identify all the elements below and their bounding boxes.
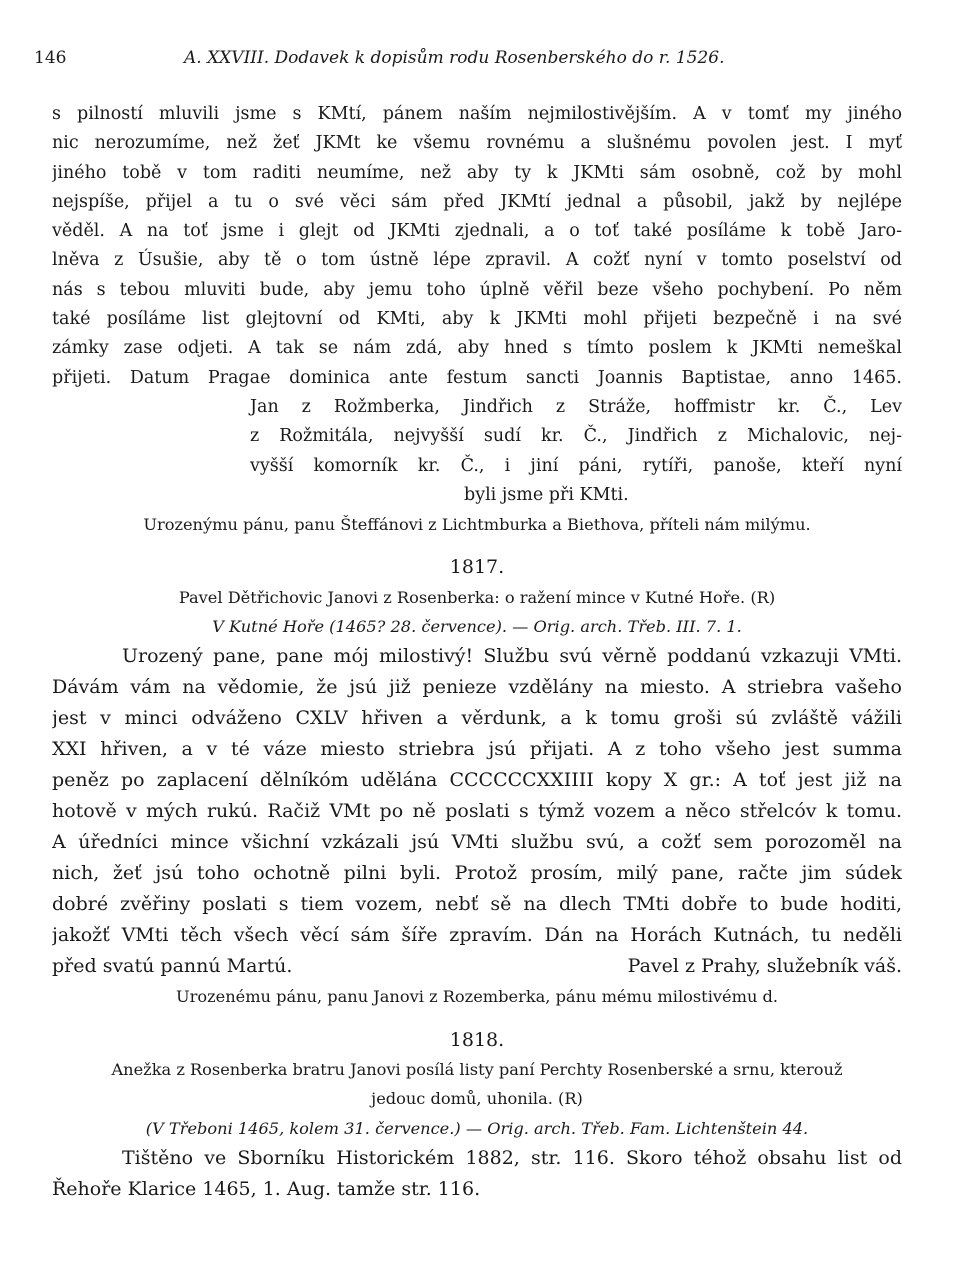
- text-line: jest v minci odváženo CXLV hřiven a věrdunk, a k tomu groši sú zvláště vážili: [52, 707, 902, 730]
- text-line: také posíláme list glejtovní od KMti, aby k JKMti mohl přijeti bezpečně i na své: [52, 309, 902, 330]
- document-summary: Pavel Dětřichovic Janovi z Rosenberka: o ražení mince v Kutné Hoře. (R): [178, 587, 776, 607]
- letter-address: Urozenému pánu, panu Janovi z Rozemberka, pánu mému milostivému d.: [175, 987, 779, 1007]
- page-body: [52, 100, 902, 1205]
- signature-line: Jan z Rožmberka, Jindřich z Stráže, hoffmistr kr. Č., Lev: [250, 396, 902, 417]
- document-number: 1818.: [449, 1028, 505, 1051]
- closing-text: před svatú pannú Martú.: [52, 955, 293, 978]
- text-line: zámky zase odjeti. A tak se nám zdá, aby hned s tímto poslem k JKMti nemeškal: [52, 338, 902, 359]
- text-line: XXI hřiven, a v té váze miesto striebra jsú přijati. A z toho všeho jest summa: [52, 738, 902, 761]
- page-number: 146: [34, 48, 67, 68]
- text-line: dobré zvěřiny poslati s tiem vozem, nebť sě na dlech TMti dobře to bude hoditi,: [52, 893, 902, 916]
- text-line: Řehoře Klarice 1465, 1. Aug. tamže str. 116.: [52, 1177, 481, 1200]
- text-line: nás s tebou mluviti bude, aby jemu toho úplně věřil beze všeho pochybení. Po něm: [52, 279, 902, 300]
- text-line: jiného tobě v tom raditi neumíme, než aby ty k JKMti sám osobně, což by mohl: [52, 162, 902, 183]
- text-line: nic nerozumíme, než žeť JKMt ke všemu rovnému a slušnému povolen jest. I myť: [52, 133, 902, 154]
- signature-line: z Rožmitála, nejvyšší sudí kr. Č., Jindřich z Michalovic, nej-: [250, 426, 902, 447]
- document-1818: [52, 1026, 902, 1205]
- signature-line: vyšší komorník kr. Č., i jiní páni, rytíři, panoše, kteří nyní: [250, 455, 902, 476]
- text-line: Dávám vám na vědomie, že jsú již penieze vzdělány na miesto. A striebra vašeho: [52, 676, 902, 699]
- text-line: peněz po zaplacení dělníkóm udělána CCCCCCXXIIII kopy X gr.: A toť jest již na: [52, 769, 902, 792]
- text-line: lněva z Úsušie, aby tě o tom ústně lépe zpravil. A cožť nyní v tomto poselství od: [52, 250, 902, 271]
- document-summary: Anežka z Rosenberka bratru Janovi posílá listy paní Perchty Rosenberské a srnu, kterouž: [111, 1059, 843, 1079]
- text-line: nich, žeť jsú toho ochotně pilni byli. Protož prosím, milý pane, račte jim súdek: [52, 862, 902, 885]
- text-line: hotově v mých rukú. Račiž VMt po ně poslati s týmž vozem a něco střelcóv k tomu.: [52, 800, 902, 823]
- text-line: A úředníci mince všichní vzkázali jsú VMti službu svú, a cožť sem porozoměl na: [52, 831, 902, 854]
- text-line: s pilností mluvili jsme s KMtí, pánem naším nejmilostivějším. A v tomť my jiného: [52, 104, 902, 124]
- document-summary: jedouc domů, uhonila. (R): [371, 1089, 583, 1109]
- text-line: přijeti. Datum Pragae dominica ante festum sancti Joannis Baptistae, anno 1465.: [52, 367, 902, 388]
- document-source: V Kutné Hoře (1465? 28. července). — Orig. arch. Třeb. III. 7. 1.: [212, 617, 742, 637]
- text-line: věděl. A na toť jsme i glejt od JKMti zjednali, a o toť také posíláme k tobě Jaro-: [52, 221, 902, 242]
- signature: Pavel z Prahy, služebník váš.: [627, 955, 902, 978]
- text-line: Urozený pane, pane mój milostivý! Službu svú věrně poddanú vzkazuji VMti.: [122, 645, 902, 668]
- document-number: 1817.: [449, 556, 505, 579]
- document-1817: [52, 553, 902, 1011]
- text-line: nejspíše, přijel a tu o své věci sám před JKMtí jednal a působil, jakž by nejlépe: [52, 191, 902, 212]
- signature-line: byli jsme při KMti.: [464, 484, 629, 505]
- continuation-letter: [52, 100, 902, 539]
- letter-address: Urozenýmu pánu, panu Šteffánovi z Lichtmburka a Biethova, příteli nám milýmu.: [143, 515, 811, 535]
- closing-line: [52, 951, 902, 982]
- running-title: A. XXVIII. Dodavek k dopisům rodu Rosenberského do r. 1526.: [184, 48, 725, 68]
- text-line: jakožť VMti těch všech věcí sám šíře zpravím. Dán na Horách Kutnách, tu neděli: [52, 924, 902, 947]
- document-source: (V Třeboni 1465, kolem 31. července.) — Orig. arch. Třeb. Fam. Lichtenštein 44.: [145, 1118, 809, 1138]
- text-line: Tištěno ve Sborníku Historickém 1882, str. 116. Skoro téhož obsahu list od: [122, 1146, 902, 1169]
